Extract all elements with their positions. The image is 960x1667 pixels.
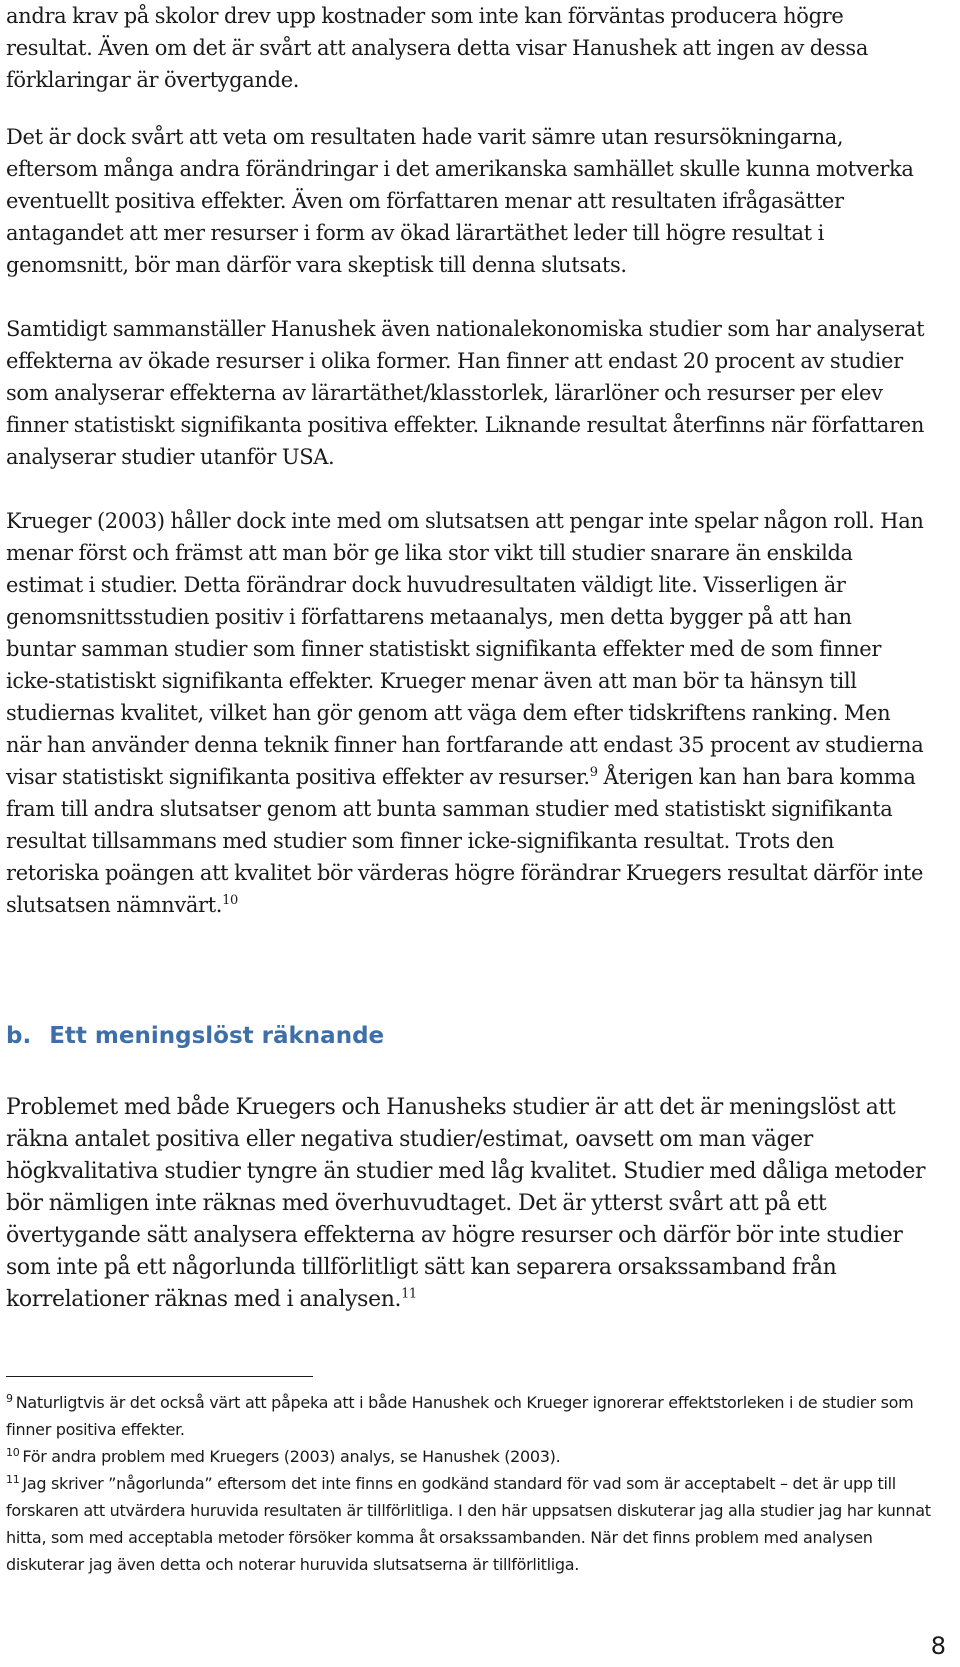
paragraph-1 [6,121,926,281]
paragraph-text-part: Krueger (2003) håller dock inte med om slutsatsen att pengar inte spelar någon roll. Han menar först och främst att man bör ge lika stor vikt till studier snarare än enskilda estimat i studier. Detta förändrar dock huvudresultaten väldigt lite. Visserligen är genomsnittsstudien positiv i författarens metaanalys, men detta bygger på att han buntar samman studier som finner statistiskt signifikanta effekter med de som finner icke-statistiskt signifikanta effekter. Krueger menar även att man bör ta hänsyn till studiernas kvalitet, vilket han gör genom att väga dem efter tidskriftens ranking. Men när han använder denna teknik finner han fortfarande att endast 35 procent av studierna visar statistiskt signifikanta positiva effekter av resurser. [6,509,924,789]
footnote-divider [6,1376,313,1377]
paragraph-text [6,505,926,921]
footnote-reference[interactable]: 10 [222,893,238,908]
footnote-9 [6,1389,936,1443]
paragraph-text-part: Problemet med både Kruegers och Hanusheks studier är att det är meningslöst att räkna antalet positiva eller negativa studier/estimat, oavsett om man väger högkvalitativa studier tyngre än studier med låg kvalitet. Studier med dåliga metoder bör nämligen inte räknas med överhuvudtaget. Det är ytterst svårt att på ett övertygande sätt analysera effekterna av högre resurser och därför bör inte studier som inte på ett någorlunda tillförlitligt sätt kan separera orsakssamband från korrelationer räknas med i analysen. [6,1095,926,1312]
section-heading-letter: b. [6,1023,32,1049]
page-number: 8 [930,1632,946,1660]
paragraph-2 [6,313,926,473]
section-heading [6,1023,384,1049]
footnote-number: 10 [6,1445,20,1459]
footnote-10 [6,1443,936,1470]
footnote-reference[interactable]: 9 [589,765,598,780]
paragraph-text: Det är dock svårt att veta om resultaten hade varit sämre utan resursökningarna, eftersom många andra förändringar i det amerikanska samhället skulle kunna motverka eventuellt positiva effekter. Även om författaren menar att resultaten ifrågasätter antagandet att mer resurser i form av ökad lärartäthet leder till högre resultat i genomsnitt, bör man därför vara skeptisk till denna slutsats. [6,125,914,277]
footnote-text: Jag skriver ”någorlunda” eftersom det inte finns en godkänd standard för vad som är acceptabelt – det är upp till forskaren att utvärdera huruvida resultaten är tillförlitliga. I den här uppsatsen diskuterar jag alla studier jag har kunnat hitta, som med acceptabla metoder försöker komma åt orsakssambanden. När det finns problem med analysen diskuterar jag även detta och noterar huruvida slutsatserna är tillförlitliga. [6,1474,931,1574]
paragraph-3 [6,505,926,921]
footnote-11 [6,1470,936,1578]
footnote-text: För andra problem med Kruegers (2003) analys, se Hanushek (2003). [22,1447,561,1466]
paragraph-text: andra krav på skolor drev upp kostnader som inte kan förväntas producera högre resultat. Även om det är svårt att analysera detta visar Hanushek att ingen av dessa förklaringar är övertygande. [6,4,868,92]
paragraph-text [6,1092,926,1316]
paragraph-text: Samtidigt sammanställer Hanushek även nationalekonomiska studier som har analyserat effekterna av ökade resurser i olika former. Han finner att endast 20 procent av studier som analyserar effekterna av lärartäthet/klasstorlek, lärarlöner och resurser per elev finner statistiskt signifikanta positiva effekter. Liknande resultat återfinns när författaren analyserar studier utanför USA. [6,317,925,469]
paragraph-4 [6,1092,926,1316]
footnote-number: 9 [6,1391,13,1405]
paragraph-text-part: Återigen kan han bara komma fram till andra slutsatser genom att bunta samman studier med statistiskt signifikanta resultat tillsammans med studier som finner icke-signifikanta resultat. Trots den retoriska poängen att kvalitet bör värderas högre förändrar Kruegers resultat därför inte slutsatsen nämnvärt. [6,765,924,917]
footnotes [6,1389,936,1578]
footnote-text: Naturligtvis är det också värt att påpeka att i både Hanushek och Krueger ignorerar effektstorleken i de studier som finner positiva effekter. [6,1393,914,1439]
footnote-number: 11 [6,1472,20,1486]
paragraph-continued [6,0,926,96]
footnote-reference[interactable]: 11 [401,1286,417,1302]
section-heading-title: Ett meningslöst räknande [49,1023,385,1049]
